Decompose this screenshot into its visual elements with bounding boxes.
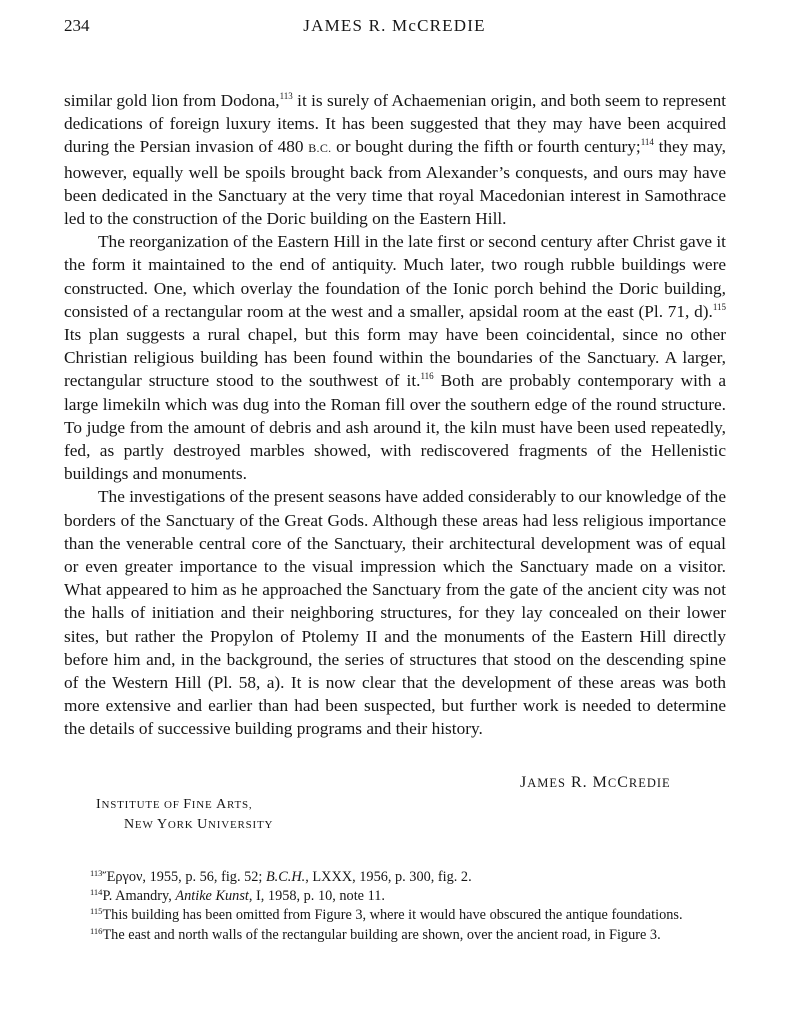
- body-text: [64, 89, 726, 741]
- affiliation-line-2: [96, 815, 273, 835]
- text-run: similar gold lion from Dodona,: [64, 91, 280, 110]
- text-run: or bought during the fifth or fourth century;: [331, 137, 641, 157]
- running-head: JAMES R. McCREDIE: [303, 16, 486, 35]
- footnote-italic: Antike Kunst: [175, 888, 249, 905]
- sig-part: C: [617, 774, 629, 791]
- small-caps-bc: B.C.: [308, 141, 332, 156]
- paragraph-1: [64, 89, 726, 230]
- footnote-text: , LXXX, 1956, p. 300, fig. 2.: [305, 869, 472, 885]
- text-run: they may, however, equally well be spoils brought back from Alexander’s conquests, and ours may have been dedicated in the Sanctuary at the very time that royal Macedonian interest in Samothrace led to the construction of the Doric building on the Eastern Hill.: [64, 137, 727, 229]
- affil-part: A: [216, 797, 227, 812]
- sig-part: R. M: [565, 774, 608, 791]
- sig-part: AMES: [527, 776, 566, 790]
- footnote-114: [64, 887, 726, 906]
- paragraph-2: [64, 230, 726, 485]
- footnote-text: , I, 1958, p. 10, note 11.: [248, 888, 385, 905]
- text-run: Both are probably contemporary with a large limekiln which was dug into the Roman fill over the southern edge of the round structure. To judge from the amount of debris and ash around it, the kiln must have been used repeatedly, fed, as partly destroyed marbles showed, with rediscovered fragments of the Hellenistic buildings and monuments.: [64, 371, 726, 484]
- footnote-115: [64, 906, 726, 925]
- paragraph-3: [64, 485, 726, 740]
- footnote-text: This building has been omitted from Figure 3, where it would have obscured the antique foundations.: [102, 907, 683, 924]
- sig-part: C: [607, 776, 618, 790]
- footnote-116: [64, 926, 726, 945]
- affil-part: ORK: [167, 819, 198, 831]
- affil-part: RTS,: [226, 799, 253, 811]
- sig-part: J: [520, 774, 528, 791]
- affil-part: Y: [156, 817, 168, 832]
- text-run: The reorganization of the Eastern Hill in the late first or second century after Christ gave it the form it maintained to the end of antiquity. Much later, two rough rubble buildings were constructed. One, which overlay the foundation of the Ionic porch behind the Doric building, consisted of a rectangular room at the west and a smaller, apsidal room at the east (Pl. 71, d).: [64, 232, 726, 321]
- text-run: Its plan suggests a rural chapel, but this form may have been coincidental, since no other Christian religious building has been found within the boundaries of the Sanctuary. A larger, rectangular structure stood to the southwest of it.: [64, 325, 726, 391]
- footnote-ref-113: 113: [279, 91, 293, 101]
- footnote-ref-115: 115: [712, 301, 726, 312]
- author-signature: [520, 771, 730, 795]
- affil-part: U: [197, 817, 209, 832]
- footnote-ref-114: 114: [640, 137, 654, 148]
- footnote-text: The east and north walls of the rectangular building are shown, over the ancient road, in Figure 3.: [102, 926, 661, 943]
- affil-part: INE: [191, 799, 217, 811]
- text-run: The investigations of the present seasons have added considerably to our knowledge of the borders of the Sanctuary of the Great Gods. Although these areas had less religious importance than the venerable central core of the Sanctuary, their architectural development was of equal or even greater importance to the visual impression which the Sanctuary made on a visitor. What appeared to him as he approached the Sanctuary from the gate of the ancient city was not the halls of initiation and their neighboring structures, for they lay concealed on their lower sites, but rather the Propylon of Ptolemy II and the monuments of the Eastern Hill directly before him and, in the background, the series of structures that stood on the descending spine of the Western Hill (Pl. 58, a). It is now clear that the development of these areas was both more extensive and earlier than had been suspected, but further work is needed to determine the details of successive building programs and their history.: [64, 487, 726, 739]
- footnote-number: 113: [90, 868, 103, 878]
- affiliation-line-1: [96, 795, 273, 815]
- footnotes: [64, 868, 726, 945]
- affil-part: F: [183, 797, 192, 812]
- footnote-113: [64, 868, 726, 887]
- page-number: 234: [64, 16, 90, 35]
- footnote-text: Ἔργον, 1955, p. 56, fig. 52;: [102, 869, 266, 885]
- affil-part: EW: [134, 819, 157, 831]
- sig-part: REDIE: [628, 776, 671, 790]
- text-run: it is surely of Achaemenian origin, and both seem to represent dedications of foreign luxury items. It has been suggested that they may have been acquired during the Persian invasion of 480: [64, 91, 727, 157]
- affil-part: I: [96, 797, 102, 812]
- footnote-ref-116: 116: [420, 371, 434, 382]
- footnote-italic: B.C.H.: [265, 869, 306, 885]
- footnote-number: 114: [90, 887, 103, 898]
- affil-part: N: [124, 817, 135, 832]
- footnote-number: 116: [90, 925, 103, 936]
- author-affiliation: [96, 795, 273, 835]
- footnote-text: P. Amandry,: [102, 888, 176, 905]
- footnote-number: 115: [90, 906, 103, 917]
- affil-part: NSTITUTE OF: [101, 799, 184, 811]
- affil-part: NIVERSITY: [208, 819, 274, 831]
- page-header: [0, 0, 789, 40]
